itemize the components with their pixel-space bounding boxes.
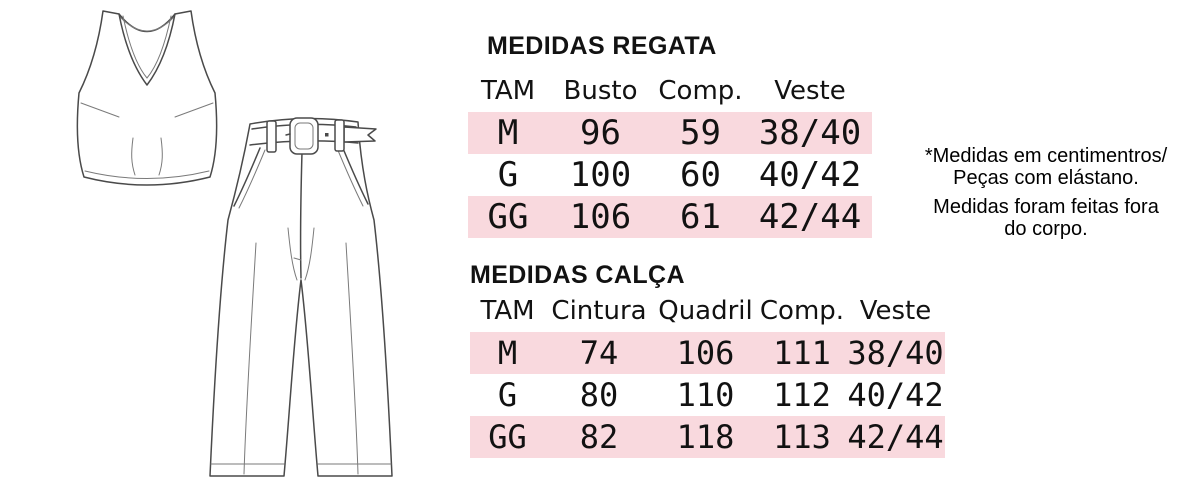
cell-cintura: 80 [579, 376, 619, 414]
cell-comp: 111 [773, 334, 831, 372]
table-row-gg [468, 196, 872, 238]
measurement-note [900, 146, 1192, 240]
column-header-tam: TAM [480, 76, 536, 106]
note-line: do corpo. [1004, 217, 1088, 240]
table-row-m [468, 112, 872, 154]
calca-header-row [470, 286, 945, 332]
cell-comp: 59 [680, 113, 721, 153]
regata-size-table [468, 66, 872, 238]
table-row-g [470, 374, 945, 416]
pants-illustration [198, 108, 403, 493]
calca-table-title: MEDIDAS CALÇA [470, 261, 685, 289]
regata-table-title: MEDIDAS REGATA [487, 32, 717, 60]
cell-quadril: 118 [676, 418, 735, 456]
calca-size-table [470, 286, 945, 458]
note-line: Medidas foram feitas fora [933, 196, 1159, 218]
regata-header-row [468, 66, 872, 112]
column-header-cintura: Cintura [551, 296, 647, 326]
cell-tam: GG [487, 197, 529, 237]
cell-comp: 113 [773, 418, 831, 456]
cell-veste: 38/40 [758, 113, 862, 153]
pants-sketch-icon [198, 108, 403, 493]
cell-comp: 112 [773, 376, 831, 414]
column-header-comp: Comp. [658, 76, 743, 106]
cell-tam: M [497, 113, 519, 153]
cell-comp: 61 [680, 197, 721, 237]
cell-busto: 106 [569, 197, 632, 237]
note-line: *Medidas em centimentros/ [924, 145, 1168, 167]
cell-tam: M [497, 334, 518, 372]
table-row-m [470, 332, 945, 374]
table-row-g [468, 154, 872, 196]
cell-cintura: 74 [579, 334, 619, 372]
column-header-busto: Busto [563, 76, 638, 106]
cell-busto: 96 [580, 113, 621, 153]
cell-veste: 40/42 [847, 376, 944, 414]
cell-tam: GG [488, 418, 527, 456]
cell-quadril: 106 [676, 334, 735, 372]
note-line: Peças com elástano. [953, 166, 1139, 189]
column-header-quadril: Quadril [658, 296, 753, 326]
cell-quadril: 110 [676, 376, 735, 414]
cell-veste: 40/42 [758, 155, 862, 195]
cell-comp: 60 [680, 155, 721, 195]
cell-veste: 42/44 [758, 197, 862, 237]
cell-tam: G [497, 155, 519, 195]
column-header-veste: Veste [774, 76, 846, 106]
cell-veste: 42/44 [847, 418, 944, 456]
cell-veste: 38/40 [847, 334, 944, 372]
cell-busto: 100 [569, 155, 632, 195]
column-header-comp: Comp. [759, 296, 845, 326]
table-row-gg [470, 416, 945, 458]
column-header-veste: Veste [859, 296, 932, 326]
cell-cintura: 82 [579, 418, 619, 456]
column-header-tam: TAM [480, 296, 535, 326]
cell-tam: G [497, 376, 518, 414]
